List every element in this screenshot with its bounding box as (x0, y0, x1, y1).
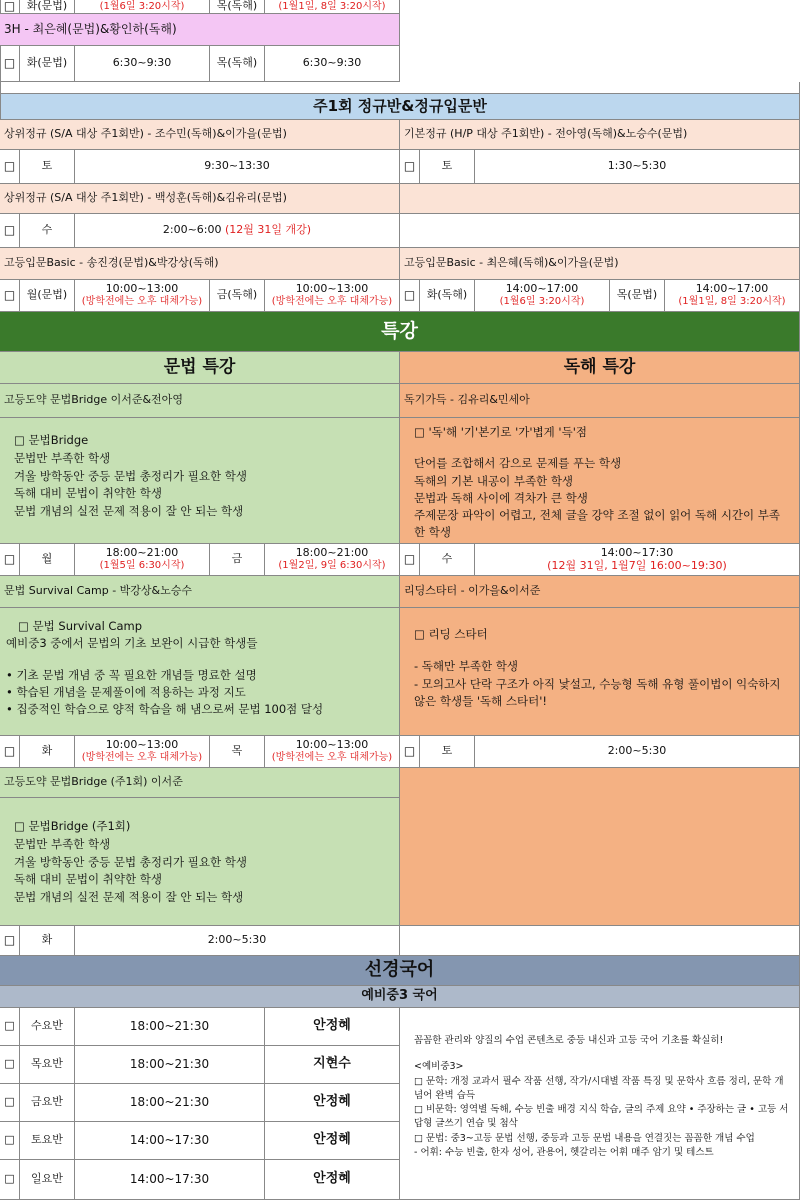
desc-line: 독해의 기본 내공이 부족한 학생 (414, 473, 574, 488)
korean-description (400, 1008, 800, 1200)
day-cell: 화 (20, 926, 75, 956)
checkbox[interactable]: □ (400, 150, 420, 184)
time-cell: 18:00~21:30 (75, 1084, 265, 1122)
desc-line: □ 문학: 개정 교과서 필수 작품 선행, 작가/시대별 작품 특징 및 문학사 흐름 정리, 문학 개념어 완벽 습득 (414, 1075, 784, 1101)
time-cell: 6:30~9:30 (265, 46, 400, 82)
checkbox[interactable]: □ (400, 736, 420, 768)
korean-subheader: 예비중3 국어 (0, 986, 800, 1008)
time-note: (1월2일, 9일 6:30시작) (278, 560, 386, 572)
time-cell (75, 736, 210, 768)
checkbox[interactable]: □ (0, 926, 20, 956)
checkbox[interactable] (0, 1046, 20, 1084)
time-note: (1월1일, 8일 3:20시작) (678, 296, 786, 308)
time-cell: 14:00~17:30 (75, 1160, 265, 1200)
class-description (0, 418, 400, 544)
time-text: 14:00~17:00 (505, 282, 579, 296)
desc-line: 예비중3 중에서 문법의 기초 보완이 시급한 학생들 (6, 636, 258, 651)
time-note: (방학전에는 오후 대체가능) (81, 296, 203, 308)
time-cell (475, 280, 610, 312)
time-note: (방학전에는 오후 대체가능) (271, 296, 393, 308)
divider (0, 82, 800, 94)
day-cell: 목(독해) (210, 46, 265, 82)
time-cell (475, 544, 800, 576)
desc-line: □ 리딩 스타터 (414, 627, 488, 641)
day-cell: 금(독해) (210, 280, 265, 312)
desc-line: • 학습된 개념을 문제풀이에 적용하는 과정 지도 (6, 684, 246, 699)
class-title: 고등도약 문법Bridge (주1회) 이서준 (0, 768, 400, 798)
time-cell (75, 214, 400, 248)
class-title: 문법 Survival Camp - 박강상&노승수 (0, 576, 400, 608)
class-title: 고등도약 문법Bridge 이서준&전아영 (0, 384, 400, 418)
time-note: (방학전에는 오후 대체가능) (81, 752, 203, 764)
day-cell: 목 (210, 736, 265, 768)
time-note: (방학전에는 오후 대체가능) (271, 752, 393, 764)
class-description (0, 798, 400, 926)
day-cell: 일요반 (20, 1160, 75, 1200)
day-cell: 토 (420, 736, 475, 768)
checkbox[interactable] (0, 1084, 20, 1122)
checkbox-glyph: □ (4, 1133, 15, 1147)
checkbox[interactable]: □ (0, 0, 20, 14)
checkbox[interactable]: □ (0, 736, 20, 768)
class-title: 기본정규 (H/P 대상 주1회반) - 전아영(독해)&노승수(문법) (400, 120, 800, 150)
day-cell: 화 (20, 736, 75, 768)
desc-line: 문법 개념의 실전 문제 적용이 잘 안 되는 학생 (14, 890, 244, 905)
checkbox[interactable] (0, 1160, 20, 1200)
day-cell: 금요반 (20, 1084, 75, 1122)
desc-line: - 어휘: 수능 빈출, 한자 성어, 관용어, 헷갈리는 어휘 매주 암기 및 테스트 (414, 1146, 714, 1158)
desc-line: 문법만 부족한 학생 (14, 836, 111, 851)
desc-line: □ '독'해 '기'본기로 '가'볍게 '득'점 (414, 425, 587, 439)
empty-cell (400, 184, 800, 214)
desc-line: • 집중적인 학습으로 양적 학습을 해 냄으로써 문법 100점 달성 (6, 702, 324, 716)
time-cell: 1:30~5:30 (475, 150, 800, 184)
day-cell: 토 (20, 150, 75, 184)
teacher-cell: 지현수 (265, 1046, 400, 1084)
time-cell (665, 280, 800, 312)
day-cell: 화(문법) (20, 0, 75, 14)
time-cell (265, 280, 400, 312)
section-header-korean: 선경국어 (0, 956, 800, 986)
day-cell: 수요반 (20, 1008, 75, 1046)
class-description (400, 418, 800, 544)
checkbox[interactable] (0, 1122, 20, 1160)
checkbox[interactable]: □ (0, 544, 20, 576)
time-text: 14:00~17:30 (600, 545, 674, 559)
day-cell: 수 (20, 214, 75, 248)
time-text: 10:00~13:00 (105, 738, 179, 752)
time-note: (1월6일 3:20시작) (75, 0, 210, 14)
empty-cell (400, 768, 800, 926)
class-title: 독기가득 - 김유리&민세아 (400, 384, 800, 418)
empty-cell (400, 926, 800, 956)
checkbox-glyph: □ (4, 1057, 15, 1071)
time-text: 18:00~21:00 (295, 546, 369, 560)
teacher-cell: 안정혜 (265, 1122, 400, 1160)
time-note: (1월1일, 8일 3:20시작) (265, 0, 400, 14)
day-cell: 토요반 (20, 1122, 75, 1160)
class-title: 상위정규 (S/A 대상 주1회반) - 백성훈(독해)&김유리(문법) (0, 184, 400, 214)
reading-header: 독해 특강 (400, 352, 800, 384)
empty-cell (400, 214, 800, 248)
desc-line: <예비중3> (414, 1061, 464, 1073)
day-cell: 월(문법) (20, 280, 75, 312)
time-note: (1월6일 3:20시작) (499, 296, 585, 308)
desc-line: • 기초 문법 개념 중 꼭 필요한 개념들 명료한 설명 (6, 667, 257, 682)
checkbox[interactable]: □ (0, 46, 20, 82)
time-cell: 2:00~5:30 (75, 926, 400, 956)
desc-line: □ 문법: 중3~고등 문법 선행, 중등과 고등 문법 내용을 연결짓는 꼼꼼한 개념 수업 (414, 1132, 755, 1144)
time-cell: 9:30~13:30 (75, 150, 400, 184)
class-title: 고등입문Basic - 송진경(문법)&박강상(독해) (0, 248, 400, 280)
desc-line: □ 문법Bridge (14, 433, 89, 447)
desc-line: - 독해만 부족한 학생 (414, 658, 518, 673)
checkbox[interactable]: □ (0, 214, 20, 248)
class-description (400, 608, 800, 736)
teacher-cell: 안정혜 (265, 1084, 400, 1122)
desc-line: 문법과 독해 사이에 격차가 큰 학생 (414, 490, 588, 505)
day-cell: 금 (210, 544, 265, 576)
time-cell (75, 544, 210, 576)
time-cell (75, 280, 210, 312)
teacher-cell: 안정혜 (265, 1008, 400, 1046)
time-text: 10:00~13:00 (295, 282, 369, 296)
time-text: 14:00~17:00 (695, 282, 769, 296)
desc-line: 독해 대비 문법이 취약한 학생 (14, 486, 162, 501)
desc-line: 꼼꼼한 관리와 양질의 수업 콘텐츠로 중등 내신과 고등 국어 기초를 확실히! (414, 1035, 724, 1046)
checkbox[interactable] (0, 1008, 20, 1046)
class-title: 상위정규 (S/A 대상 주1회반) - 조수민(독해)&이가을(문법) (0, 120, 400, 150)
day-cell: 목(독해) (210, 0, 265, 14)
checkbox-glyph: □ (4, 1095, 15, 1109)
day-cell: 화(문법) (20, 46, 75, 82)
checkbox-glyph: □ (4, 1172, 15, 1186)
time-cell: 18:00~21:30 (75, 1046, 265, 1084)
time-cell: 6:30~9:30 (75, 46, 210, 82)
class-description (0, 608, 400, 736)
day-cell: 월 (20, 544, 75, 576)
desc-line: 독해 대비 문법이 취약한 학생 (14, 872, 162, 887)
desc-line: 문법만 부족한 학생 (14, 450, 111, 465)
class-title: 리딩스타터 - 이가을&이서준 (400, 576, 800, 608)
time-text: 18:00~21:00 (105, 546, 179, 560)
time-cell: 14:00~17:30 (75, 1122, 265, 1160)
time-note: (12월 31일 개강) (225, 223, 312, 237)
checkbox-glyph: □ (4, 1019, 15, 1033)
time-text: 10:00~13:00 (295, 738, 369, 752)
checkbox[interactable]: □ (400, 280, 420, 312)
desc-line: □ 문법 Survival Camp (18, 619, 142, 633)
desc-line: □ 비문학: 영역별 독해, 수능 빈출 배경 지식 학습, 글의 주제 요약 • 주장하는 글 • 고등 서답형 글쓰기 연습 및 첨삭 (414, 1104, 789, 1130)
class-title: 고등입문Basic - 최은혜(독해)&이가을(문법) (400, 248, 800, 280)
checkbox[interactable]: □ (0, 280, 20, 312)
day-cell: 토 (420, 150, 475, 184)
time-cell (265, 736, 400, 768)
desc-line: □ 문법Bridge (주1회) (14, 819, 131, 833)
desc-line: - 모의고사 단락 구조가 아직 낯설고, 수능형 독해 유형 풀이법이 익숙하지 않은 학생들 '독해 스타터'! (414, 676, 785, 709)
teacher-cell: 안정혜 (265, 1160, 400, 1200)
checkbox[interactable]: □ (0, 150, 20, 184)
time-text: 2:00~6:00 (162, 223, 222, 237)
desc-line: 문법 개념의 실전 문제 적용이 잘 안 되는 학생 (14, 504, 244, 519)
day-cell: 수 (420, 544, 475, 576)
time-text: 10:00~13:00 (105, 282, 179, 296)
desc-line: 주제문장 파악이 어렵고, 전체 글을 강약 조절 없이 읽어 독해 시간이 부족한 학생 (414, 508, 781, 540)
time-note: (12월 31일, 1월7일 16:00~19:30) (547, 558, 727, 572)
day-cell: 목(문법) (610, 280, 665, 312)
time-cell: 2:00~5:30 (475, 736, 800, 768)
grammar-header: 문법 특강 (0, 352, 400, 384)
checkbox[interactable]: □ (400, 544, 420, 576)
day-cell: 목요반 (20, 1046, 75, 1084)
desc-line: 겨울 방학동안 중등 문법 총정리가 필요한 학생 (14, 854, 248, 869)
desc-line: 단어를 조합해서 감으로 문제를 푸는 학생 (414, 456, 622, 471)
section-header-weekly: 주1회 정규반&정규입문반 (0, 94, 800, 120)
class-title: 3H - 최은혜(문법)&황인하(독해) (0, 14, 400, 46)
desc-line: 겨울 방학동안 중등 문법 총정리가 필요한 학생 (14, 468, 248, 483)
time-note: (1월5일 6:30시작) (99, 560, 185, 572)
time-cell: 18:00~21:30 (75, 1008, 265, 1046)
time-cell (265, 544, 400, 576)
day-cell: 화(독해) (420, 280, 475, 312)
section-header-special: 특강 (0, 312, 800, 352)
